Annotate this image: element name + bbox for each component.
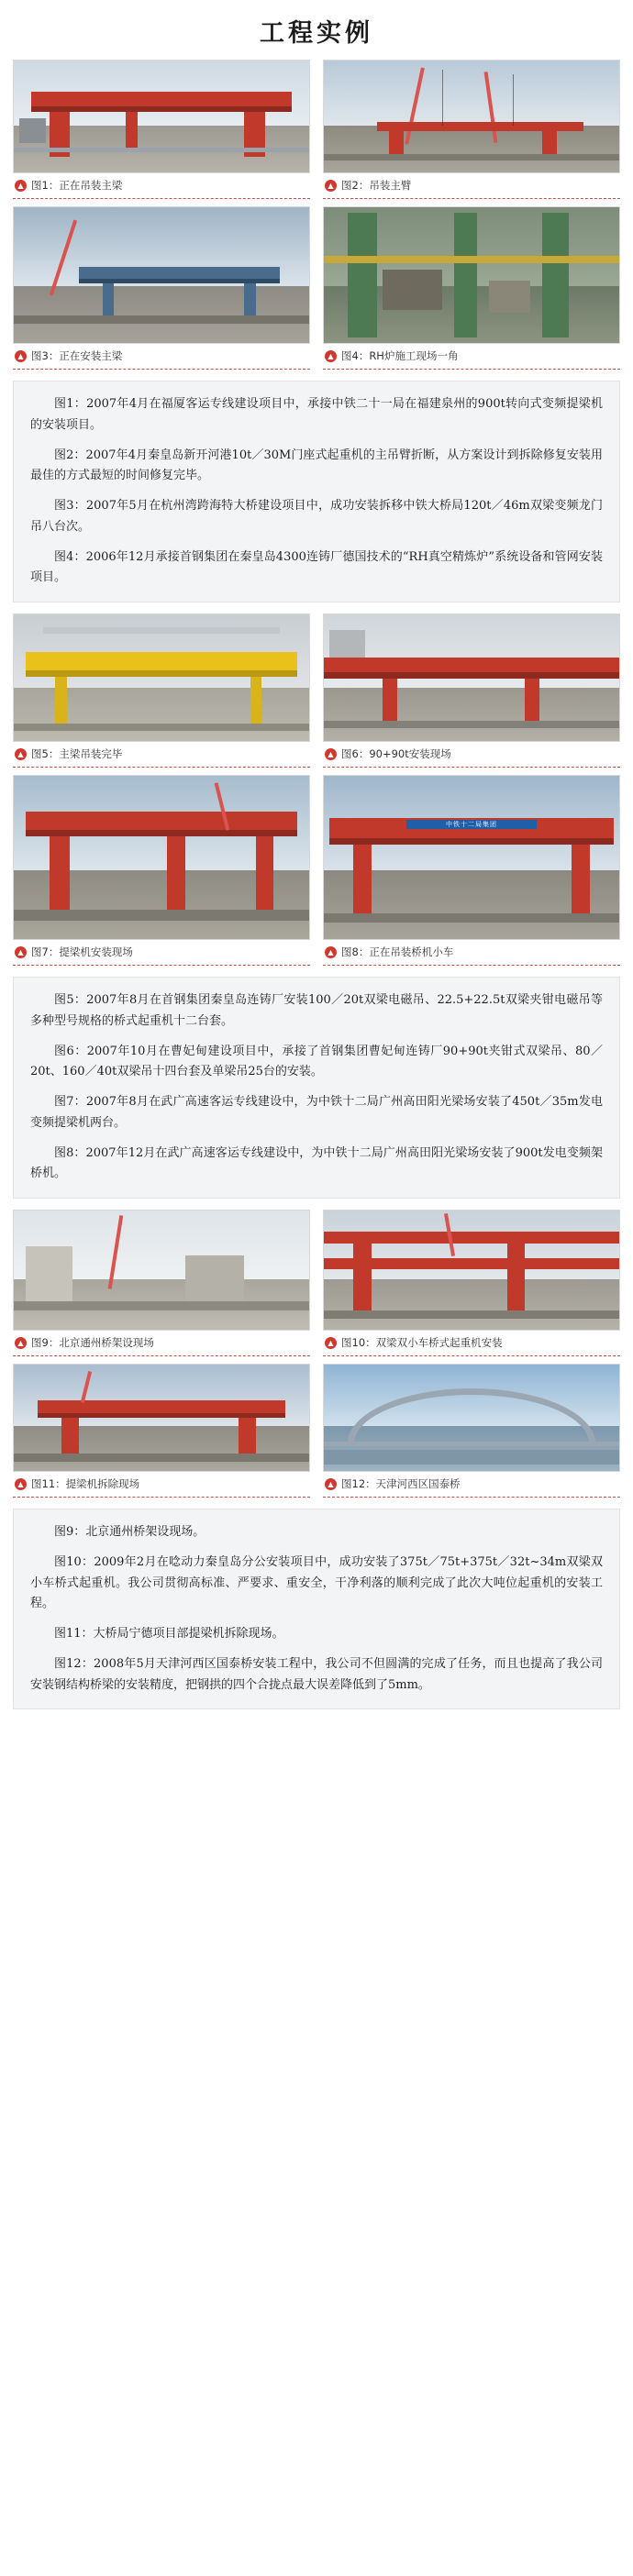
photo-cell-7 [13, 768, 310, 966]
photo-caption-3 [13, 344, 310, 370]
caption-text: 图10：双梁双小车桥式起重机安装 [341, 1336, 503, 1349]
photo-caption-10 [323, 1331, 620, 1356]
photo-cell-8 [323, 768, 620, 966]
triangle-marker-icon: ▲ [15, 1478, 27, 1490]
page-title: 工程实例 [260, 19, 373, 48]
bottom-spacer [0, 1720, 633, 1728]
photo-image-8: 中铁十二局集团 [323, 775, 620, 940]
photo-image-12 [323, 1364, 620, 1472]
photo-cell-9 [13, 1210, 310, 1356]
photo-caption-7 [13, 940, 310, 966]
photo-cell-4 [323, 199, 620, 370]
photo-cell-3 [13, 199, 310, 370]
photo-cell-2 [323, 60, 620, 199]
caption-text: 图3：正在安装主梁 [31, 349, 123, 362]
photo-image-4 [323, 206, 620, 344]
photo-section-2 [0, 614, 633, 966]
caption-text: 图6：90+90t安装现场 [341, 747, 451, 760]
photo-caption-4 [323, 344, 620, 370]
photo-image-2 [323, 60, 620, 173]
photo-section-3 [0, 1210, 633, 1498]
caption-text: 图5：主梁吊装完毕 [31, 747, 123, 760]
triangle-marker-icon: ▲ [15, 180, 27, 192]
paragraph: 图11：大桥局宁德项目部提梁机拆除现场。 [54, 1627, 284, 1641]
photo-caption-6 [323, 742, 620, 768]
photo-caption-2 [323, 173, 620, 199]
triangle-marker-icon: ▲ [15, 946, 27, 958]
photo-cell-1 [13, 60, 310, 199]
photo-cell-5 [13, 614, 310, 768]
caption-text: 图4：RH炉施工现场一角 [341, 349, 459, 362]
photo-cell-10 [323, 1210, 620, 1356]
triangle-marker-icon: ▲ [325, 748, 337, 760]
caption-text: 图2：吊装主臂 [341, 179, 412, 192]
photo-image-6 [323, 614, 620, 742]
photo-image-9 [13, 1210, 310, 1331]
photo-grid-2 [13, 614, 620, 966]
paragraph: 图3：2007年5月在杭州湾跨海特大桥建设项目中，成功安装拆移中铁大桥局120t／46m双梁变频龙门吊八台次。 [30, 499, 603, 534]
paragraph: 图8：2007年12月在武广高速客运专线建设中，为中铁十二局广州高田阳光梁场安装了900t发电变频架桥机。 [30, 1145, 603, 1181]
caption-text: 图1：正在吊装主梁 [31, 179, 123, 192]
photo-cell-12 [323, 1356, 620, 1498]
photo-caption-5 [13, 742, 310, 768]
triangle-marker-icon: ▲ [325, 1478, 337, 1490]
photo-grid-3 [13, 1210, 620, 1498]
text-block-1 [13, 381, 620, 603]
paragraph: 图2：2007年4月秦皇岛新开河港10t／30M门座式起重机的主吊臂折断，从方案设计到拆除修复安装用最佳的方式最短的时间修复完毕。 [30, 448, 603, 483]
triangle-marker-icon: ▲ [15, 350, 27, 362]
photo-image-5 [13, 614, 310, 742]
photo-grid-1 [13, 60, 620, 370]
paragraph: 图9：北京通州桥架设现场。 [54, 1525, 205, 1539]
triangle-marker-icon: ▲ [325, 946, 337, 958]
paragraph: 图1：2007年4月在福厦客运专线建设项目中，承接中铁二十一局在福建泉州的900t转向式变频提梁机的安装项目。 [30, 397, 603, 432]
photo-image-7 [13, 775, 310, 940]
photo-cell-6 [323, 614, 620, 768]
caption-text: 图7：提梁机安装现场 [31, 945, 133, 958]
triangle-marker-icon: ▲ [325, 180, 337, 192]
photo-image-11 [13, 1364, 310, 1472]
text-block-2 [13, 977, 620, 1199]
triangle-marker-icon: ▲ [325, 1337, 337, 1349]
photo-image-1 [13, 60, 310, 173]
paragraph: 图5：2007年8月在首钢集团秦皇岛连铸厂安装100／20t双梁电磁吊、22.5+22.5t双梁夹钳电磁吊等多种型号规格的桥式起重机十二台套。 [30, 993, 603, 1028]
caption-text: 图12：天津河西区国泰桥 [341, 1477, 461, 1490]
paragraph: 图7：2007年8月在武广高速客运专线建设中，为中铁十二局广州高田阳光梁场安装了450t／35m发电变频提梁机两台。 [30, 1095, 603, 1130]
triangle-marker-icon: ▲ [15, 748, 27, 760]
paragraph: 图6：2007年10月在曹妃甸建设项目中，承接了首钢集团曹妃甸连铸厂90+90t夹钳式双梁吊、80／20t、160／40t双梁吊十四台套及单梁吊25台的安装。 [30, 1044, 603, 1079]
photo-caption-9 [13, 1331, 310, 1356]
photo-cell-11 [13, 1356, 310, 1498]
paragraph: 图12：2008年5月天津河西区国泰桥安装工程中，我公司不但圆满的完成了任务，而且也提高了我公司安装钢结构桥梁的安装精度，把钢拱的四个合拢点最大误差降低到了5mm。 [30, 1656, 603, 1692]
photo-caption-12 [323, 1472, 620, 1498]
text-block-3 [13, 1509, 620, 1709]
photo-image-10 [323, 1210, 620, 1331]
photo-caption-1 [13, 173, 310, 199]
triangle-marker-icon: ▲ [15, 1337, 27, 1349]
photo-image-3 [13, 206, 310, 344]
photo-caption-11 [13, 1472, 310, 1498]
triangle-marker-icon: ▲ [325, 350, 337, 362]
caption-text: 图9：北京通州桥架设现场 [31, 1336, 154, 1349]
paragraph: 图4：2006年12月承接首钢集团在秦皇岛4300连铸厂德国技术的“RH真空精炼炉”系统设备和管网安装项目。 [30, 549, 603, 585]
photo-caption-8 [323, 940, 620, 966]
photo-section-1 [0, 60, 633, 370]
paragraph: 图10：2009年2月在唸动力秦皇岛分公安装项目中，成功安装了375t／75t+375t／32t~34m双梁双小车桥式起重机。我公司贯彻高标准、严要求、重安全，干净利落的顺利完成了此次大吨位起重机的安装工程。 [30, 1554, 603, 1611]
caption-text: 图8：正在吊装桥机小车 [341, 945, 454, 958]
caption-text: 图11：提梁机拆除现场 [31, 1477, 140, 1490]
